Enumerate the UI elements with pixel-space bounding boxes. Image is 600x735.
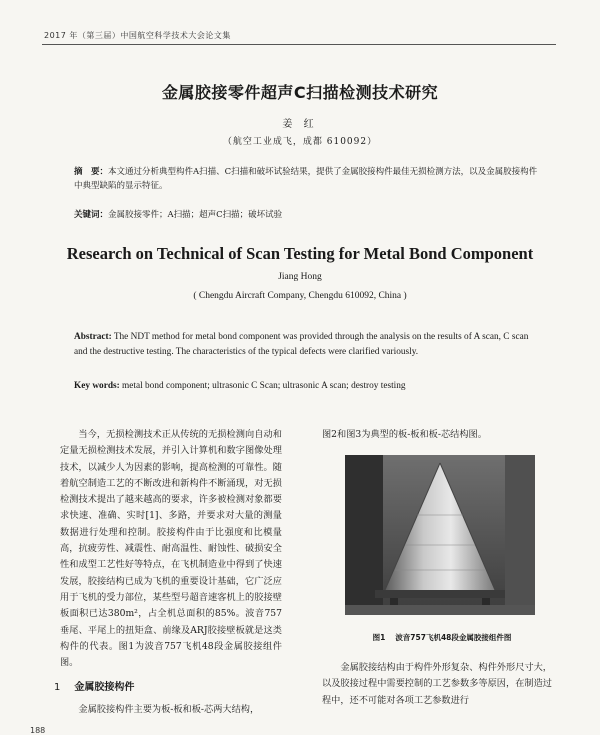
chinese-abstract	[74, 165, 540, 193]
header-rule	[42, 44, 556, 45]
page-number: 188	[30, 726, 46, 735]
chinese-keywords-label: 关键词：	[74, 210, 109, 220]
chinese-abstract-label: 摘 要：	[74, 167, 109, 177]
section-1-number: 1	[54, 682, 61, 693]
figure-1-number: 图1	[372, 633, 386, 642]
chinese-author: 姜 红	[282, 119, 318, 130]
section-1-title: 金属胶接构件	[74, 682, 135, 693]
running-header: 2017 年（第三届）中国航空科学技术大会论文集	[44, 31, 231, 40]
right-column-body	[322, 660, 552, 709]
chinese-abstract-text: 本文通过分析典型构件A扫描、C扫描和破坏试验结果，提供了金属胶接构件最佳无损检测方法，以及金属胶接构件中典型缺陷的显示特征。	[74, 167, 538, 191]
cone-component-photo	[345, 455, 535, 615]
left-column	[60, 427, 282, 671]
section-1-paragraph: 金属胶接构件主要为板-板和板-芯两大结构，	[78, 704, 260, 715]
right-column-intro: 图2和图3为典型的板-板和板-芯结构图。	[322, 429, 487, 440]
chinese-keywords	[74, 208, 540, 222]
english-abstract-label: Abstract:	[74, 332, 112, 342]
intro-paragraph: 当今，无损检测技术正从传统的无损检测向自动和定量无损检测技术发展，并引入计算机和数字图像处理技术，以减少人为因素的影响，提高检测的可靠性。随着航空制造工艺的不断改进和新构件不断涌现，对无损检测技术提出了越来越高的要求，许多被检测对象都要求快速、准确、实时[1]、多路，并要求对大量的测量数据进行处理和控制。胶接构件由于比强度和比模量高，抗疲劳性、减震性、耐高温性、耐蚀性、破损安全性和成型工艺性好等特点，在飞机制造业中得到了快速发展，胶接结构已成为飞机的重要设计基础，它广泛应用于飞机的受力部位，某些型号超音速客机上的胶接壁板面积已达380m²，占全机总面积的85%。波音757垂尾、平尾上的扭矩盒、前缘及ARJ胶接壁板就是这类构件的代表。图1为波音757飞机48段金属胶接组件图。	[60, 429, 282, 669]
section-1-heading	[54, 678, 134, 693]
figure-1-caption-text: 波音757飞机48段金属胶接组件图	[395, 633, 512, 642]
english-keywords-label: Key words:	[74, 381, 120, 391]
english-keywords	[74, 379, 540, 393]
english-abstract	[74, 330, 540, 360]
chinese-keywords-text: 金属胶接零件；A扫描；超声C扫描；破坏试验	[108, 210, 283, 220]
english-affiliation: ( Chengdu Aircraft Company, Chengdu 610092, China )	[193, 291, 407, 301]
right-column-paragraph: 金属胶接结构由于构件外形复杂、构件外形尺寸大，以及胶接过程中需要控制的工艺参数多等原因，在制造过程中，还不可能对各项工艺参数进行	[322, 662, 552, 706]
english-abstract-text: The NDT method for metal bond component was provided through the analysis on the results of A scan, C scan and the destructive testing. The characteristics of the typical defects were clarified variously.	[74, 332, 529, 357]
english-author: Jiang Hong	[278, 272, 322, 282]
english-title: Research on Technical of Scan Testing for Metal Bond Component	[66, 244, 534, 263]
figure-1-photo	[345, 455, 535, 615]
chinese-title: 金属胶接零件超声C扫描检测技术研究	[161, 83, 439, 102]
chinese-affiliation: （航空工业成飞，成都 610092）	[222, 137, 378, 147]
figure-1-caption	[332, 632, 552, 643]
english-keywords-text: metal bond component; ultrasonic C Scan; ultrasonic A scan; destroy testing	[122, 381, 406, 391]
